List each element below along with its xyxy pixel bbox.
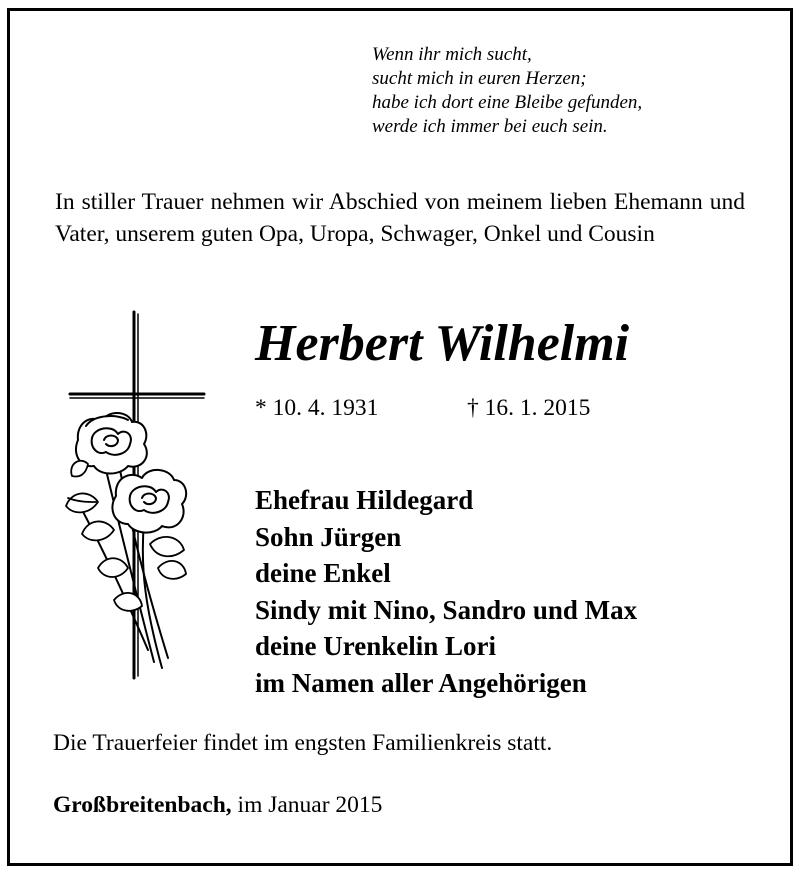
poem-line: Wenn ihr mich sucht, <box>372 44 532 65</box>
mourner-line: Ehefrau Hildegard <box>255 485 474 515</box>
closing-line <box>53 789 382 821</box>
intro-text: In stiller Trauer nehmen wir Abschied von meinem lieben Ehemann und Vater, unserem guten Opa, Uropa, Schwager, Onkel und Cousin <box>55 189 745 247</box>
poem-line: sucht mich in euren Herzen; <box>372 68 587 89</box>
mourners-list <box>255 482 637 701</box>
life-dates <box>255 393 591 423</box>
mourner-line: Sohn Jürgen <box>255 521 402 552</box>
cross-with-roses-icon <box>58 310 218 682</box>
mourner-line: Sindy mit Nino, Sandro und Max <box>255 594 638 625</box>
deceased-name: Herbert Wilhelmi <box>255 315 630 372</box>
closing-date: im Januar 2015 <box>237 792 383 818</box>
poem <box>372 43 642 139</box>
death-date: † 16. 1. 2015 <box>467 395 591 421</box>
birth-date: * 10. 4. 1931 <box>255 395 379 421</box>
poem-line: werde ich immer bei euch sein. <box>372 116 608 137</box>
mourner-line: im Namen aller Angehörigen <box>255 667 587 698</box>
mourner-line: deine Urenkelin Lori <box>255 631 497 661</box>
ceremony-note: Die Trauerfeier findet im engsten Familienkreis statt. <box>53 730 553 756</box>
closing-place: Großbreitenbach, <box>53 792 232 818</box>
poem-line: habe ich dort eine Bleibe gefunden, <box>372 92 643 113</box>
mourner-line: deine Enkel <box>255 558 391 588</box>
